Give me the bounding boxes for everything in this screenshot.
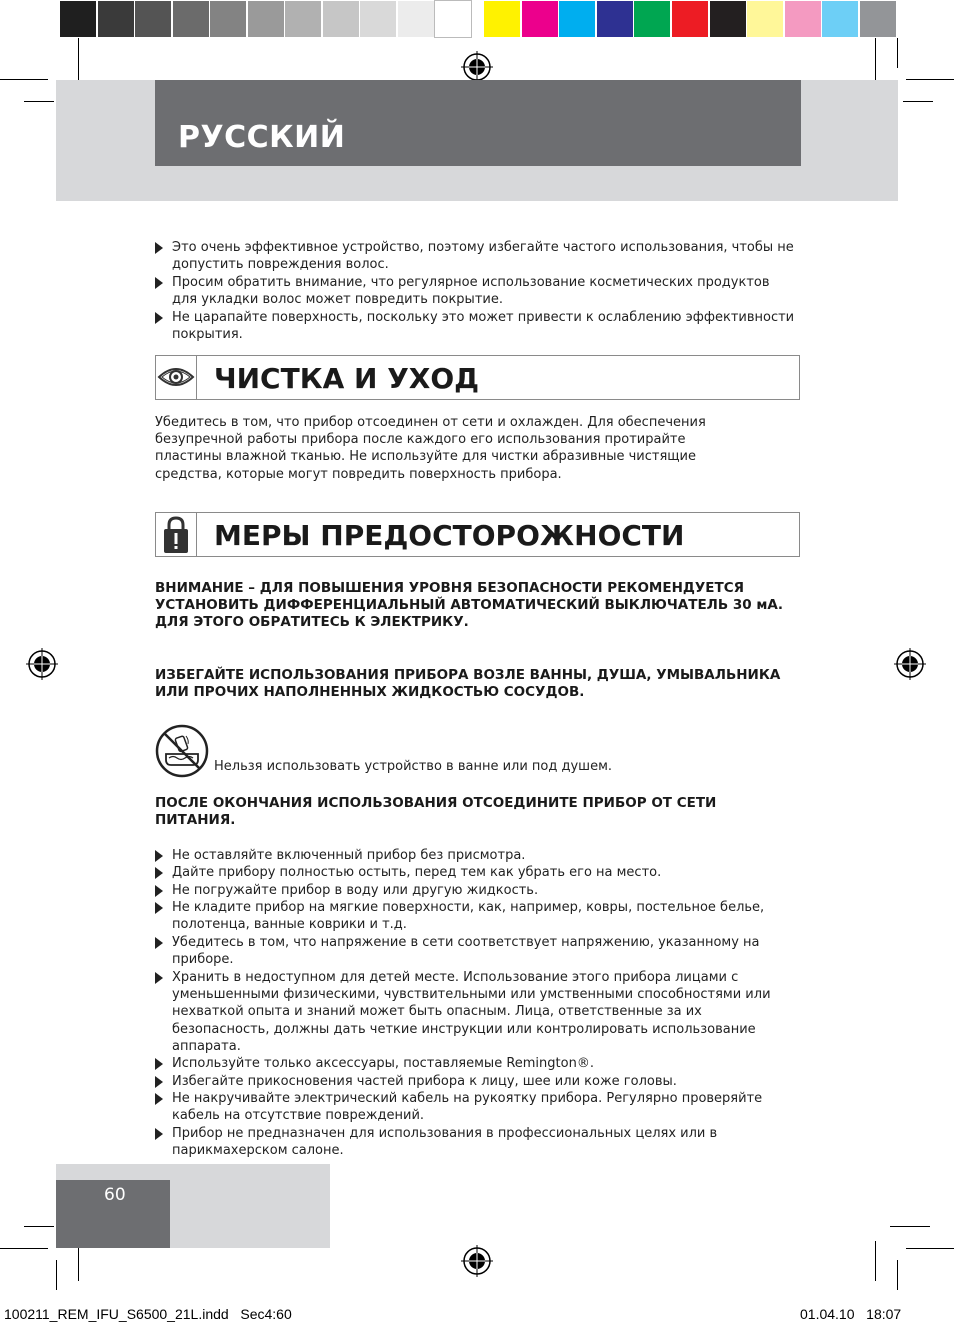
arrow-bullet-icon xyxy=(155,885,163,897)
color-swatch xyxy=(672,1,708,37)
color-swatch xyxy=(634,1,670,37)
arrow-bullet-icon xyxy=(155,1058,163,1070)
water-warning: ИЗБЕГАЙТЕ ИСПОЛЬЗОВАНИЯ ПРИБОРА ВОЗЛЕ ВАННЫ, ДУША, УМЫВАЛЬНИКА ИЛИ ПРОЧИХ НАПОЛНЕННЫХ ЖИДКОСТЬЮ СОСУДОВ. xyxy=(155,667,781,700)
list-item xyxy=(155,1073,795,1090)
arrow-bullet-icon xyxy=(155,312,163,324)
gray-swatch xyxy=(323,1,359,37)
list-item xyxy=(155,1055,795,1072)
registration-mark-top xyxy=(461,51,493,83)
bullet-text: Просим обратить внимание, что регулярное использование косметических продуктов для укладки волос может повредить покрытие. xyxy=(172,275,770,308)
gray-swatch xyxy=(285,1,321,37)
arrow-bullet-icon xyxy=(155,277,163,289)
cleaning-section-header xyxy=(155,355,800,400)
gray-swatch xyxy=(248,1,284,37)
bullet-text: Это очень эффективное устройство, поэтому избегайте частого использования, чтобы не допустить повреждения волос. xyxy=(172,240,794,273)
no-bath-caption: Нельзя использовать устройство в ванне или под душем. xyxy=(214,759,613,774)
bullet-text: Дайте прибору полностью остыть, перед тем как убрать его на место. xyxy=(172,865,662,880)
unplug-warning: ПОСЛЕ ОКОНЧАНИЯ ИСПОЛЬЗОВАНИЯ ОТСОЕДИНИТЕ ПРИБОР ОТ СЕТИ ПИТАНИЯ. xyxy=(155,795,717,828)
bullet-text: Не оставляйте включенный прибор без присмотра. xyxy=(172,848,526,863)
color-swatch xyxy=(522,1,558,37)
list-item xyxy=(155,899,795,933)
list-item xyxy=(155,882,795,899)
gray-swatch xyxy=(210,1,246,37)
page-title: РУССКИЙ xyxy=(178,120,346,155)
color-swatch xyxy=(710,1,746,37)
bullet-text: Не кладите прибор на мягкие поверхности, как, например, ковры, постельное белье, полотенца, ванные коврики и т.д. xyxy=(172,900,765,933)
list-item xyxy=(155,1090,795,1124)
color-swatch xyxy=(822,1,858,37)
bullet-text: Прибор не предназначен для использования в профессиональных целях или в парикмахерском салоне. xyxy=(172,1126,718,1159)
arrow-bullet-icon xyxy=(155,1093,163,1105)
list-item xyxy=(155,969,795,1055)
eye-icon xyxy=(156,356,197,399)
bullet-text: Хранить в недоступном для детей месте. Использование этого прибора лицами с уменьшенными физическими, чувствительными или умственными способностями или нехваткой опыта и знаний может быть опасным. Лица, ответственные за их безопасность, должны дать четкие инструкции или контролировать использование аппарата. xyxy=(172,970,771,1054)
page-number: 60 xyxy=(104,1185,126,1205)
date-slug: 01.04.10 18:07 xyxy=(800,1306,902,1322)
gray-swatch xyxy=(135,1,171,37)
color-swatch xyxy=(559,1,595,37)
bullet-text: Избегайте прикосновения частей прибора к лицу, шее или коже головы. xyxy=(172,1074,677,1089)
list-item xyxy=(155,864,795,881)
arrow-bullet-icon xyxy=(155,242,163,254)
gray-swatch xyxy=(98,1,134,37)
gray-swatch xyxy=(398,1,434,37)
list-item xyxy=(155,309,795,343)
arrow-bullet-icon xyxy=(155,937,163,949)
list-item xyxy=(155,847,795,864)
section-title: ЧИСТКА И УХОД xyxy=(214,362,480,395)
arrow-bullet-icon xyxy=(155,1128,163,1140)
registration-mark-right xyxy=(894,648,926,680)
gray-swatch xyxy=(360,1,396,37)
gray-swatch xyxy=(435,1,471,37)
bullet-text: Не накручивайте электрический кабель на рукоятку прибора. Регулярно проверяйте кабель на отсутствие повреждений. xyxy=(172,1091,763,1124)
list-item xyxy=(155,274,795,308)
bullet-text: Используйте только аксессуары, поставляемые Remington®. xyxy=(172,1056,594,1071)
cleaning-paragraph: Убедитесь в том, что прибор отсоединен от сети и охлажден. Для обеспечения безупречной работы прибора после каждого его использования протирайте пластины влажной тканью. Не используйте для чистки абразивные чистящие средства, которые могут повредить поверхность прибора. xyxy=(155,415,706,482)
list-item xyxy=(155,1125,795,1159)
list-item xyxy=(155,934,795,968)
registration-mark-bottom xyxy=(461,1245,493,1277)
registration-mark-left xyxy=(26,648,58,680)
bullet-text: Убедитесь в том, что напряжение в сети соответствует напряжению, указанному на приборе. xyxy=(172,935,760,968)
bullet-text: Не царапайте поверхность, поскольку это может привести к ослаблению эффективности покрытия. xyxy=(172,310,795,343)
color-swatch xyxy=(860,1,896,37)
safety-section-header xyxy=(155,512,800,557)
no-bath-icon xyxy=(155,724,209,778)
color-swatch xyxy=(747,1,783,37)
arrow-bullet-icon xyxy=(155,902,163,914)
file-slug: 100211_REM_IFU_S6500_21L.indd Sec4:60 xyxy=(4,1306,292,1322)
color-swatch xyxy=(484,1,520,37)
list-item xyxy=(155,239,795,273)
arrow-bullet-icon xyxy=(155,972,163,984)
arrow-bullet-icon xyxy=(155,867,163,879)
color-swatch xyxy=(785,1,821,37)
bullet-text: Не погружайте прибор в воду или другую жидкость. xyxy=(172,883,539,898)
arrow-bullet-icon xyxy=(155,850,163,862)
rcd-warning: ВНИМАНИЕ – ДЛЯ ПОВЫШЕНИЯ УРОВНЯ БЕЗОПАСНОСТИ РЕКОМЕНДУЕТСЯ УСТАНОВИТЬ ДИФФЕРЕНЦИАЛЬНЫЙ АВТОМАТИЧЕСКИЙ ВЫКЛЮЧАТЕЛЬ 30 мА. ДЛЯ ЭТОГО ОБРАТИТЕСЬ К ЭЛЕКТРИКУ. xyxy=(155,580,783,630)
section-title: МЕРЫ ПРЕДОСТОРОЖНОСТИ xyxy=(214,519,685,552)
lock-warning-icon xyxy=(156,513,197,556)
arrow-bullet-icon xyxy=(155,1076,163,1088)
gray-swatch xyxy=(173,1,209,37)
gray-swatch xyxy=(60,1,96,37)
color-swatch xyxy=(597,1,633,37)
